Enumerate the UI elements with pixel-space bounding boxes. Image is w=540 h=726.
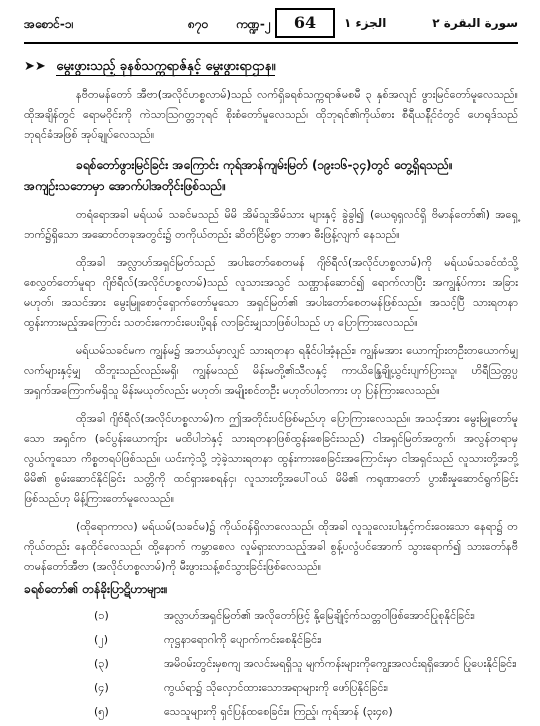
- heading-summary-line: အကျဉ်းသဘောမှာ အောက်ပါအတိုင်းဖြစ်သည်။: [24, 179, 226, 193]
- list-item-number: (၃): [94, 657, 109, 670]
- header-volume-label: အစောင်-၁၊: [24, 17, 74, 31]
- page-header: [24, 8, 518, 38]
- paragraph-mary-retreat: တရံရောအခါ မရ်ယမ် သခင်မသည် မိမိ အိမ်သူအိမ်သား များနှင့် ခွဲခွါ၍ (ယေရုရှလင်ရှိ ဗိမာန်တော်၏) အရှေ့ဘက်၌ရှိသော အဆောင်တခုအတွင်း၌ တကိုယ်တည်း ဆိတ်ငြိမ်စွာ ဘာဇာ ဓီးဖြန့်လျက် နေသည်။: [24, 208, 518, 241]
- paragraph-angel-message: ထိုအခါ အလ္လာဟ်အရှင်မြတ်သည် အပါးတော်စေတမန် ဂျိဗ်ရီလ်(အလိုင်ဟစ္စလာမ်)ကို မရ်ယမ်သခင်ထံသို့ စေလွှတ်တော်မူရာ ဂျိဗ်ရီလ်(အလိုင်ဟစ္စလာမ်)သည် လူသားအသွင် သဏ္ဌာန်ဆောင်၍ ရောက်လာပြီး အကျွန်ုပ်ကား အခြားမဟုတ်၊ အသင်အား မွေးမြူစောင့်ရှောက်တော်မူသော အရှင်မြတ်၏ အပါးတော်စေတမန်ဖြစ်သည်။ အသင့်ပြီ သားရတနာ ထွန်းကားမည့်အကြောင်း သတင်းကောင်းပေးပို့ရန် လာခြင်းမျှသာဖြစ်ပါသည် ဟု ပြောကြားလေသည်။: [24, 256, 518, 329]
- list-item-text: သေသူများကို ရှင်ပြန်ထစေခြင်း။ ကြည့်၊ ကုရ်အာန် (၃း၄၈): [164, 705, 393, 718]
- section-title-text: မွေးဖွားသည့် ခုနစ်သက္ကရာဇ်နှင့် မွေးဖွားရာဌာန။: [56, 59, 276, 74]
- page-number-box: 64: [275, 8, 335, 38]
- arrow-icon: ➤➤: [24, 59, 46, 74]
- list-item-text: အလ္လာဟ်အရှင်မြတ်၏ အလိုတော်ဖြင့် နို့မြေချိုင့်က်သတ္တဝါဖြစ်အောင်ပြုစုနိုင်ခြင်း၊: [164, 609, 475, 622]
- list-item-number: (၅): [94, 705, 109, 718]
- list-item-text: ကွယ်ရာ၌ သိုလှောင်ထားသောအရာများကို ဖော်ပြနိုင်ခြင်း၊: [164, 681, 388, 694]
- list-item-text: အမိဝမ်းတွင်းမှစကျ အလင်းမရရှိသူ မျက်ကန်းများကိုကျွေးအလင်းရရှိအောင် ပြုပေးနိုင်ခြင်း၊: [164, 657, 517, 670]
- list-item-number: (၁): [94, 609, 109, 622]
- header-juz-arabic: الجزء ١: [344, 16, 387, 30]
- list-item: [24, 654, 518, 678]
- paragraph-birth-event: (ထိုရောကာလ) မရ်ယမ်(သခင်မ)၌ ကိုယ်ဝန်ရှိလာလေသည်၊ ထိုအခါ လူသူလေးပါးနှင့်ကင်းဝေးသော နေရာ၌ တကိုယ်တည်း နေထိုင်လေသည်၊ ထို့နောက် ကမ္ဘာစေလ လူမ်ရှားလာသည့်အခါ စွန့်ပလွံပင်အောက် သွားရောက်၍ သားတော်နဗီတမန်တော်အီဗာ (အလိုင်ဟစ္စလာမ်)ကို မီးဖွားသန့်စင်သွားခြင်းဖြစ်လေသည်။: [24, 520, 518, 573]
- heading-miracles: ခရစ်တော်၏ တန်ခိုးပြာဋိဟာများ။: [24, 582, 168, 596]
- paragraph-angel-answer: ထိုအခါ ဂျိဗ်ရီလ်(အလိုင်ဟစ္စလာမ်)က ဤအတိုင်းပင်ဖြစ်မည်ဟု ပြောကြားလေသည်။ အသင့်အား မွေးမြူတော်မူသော အရှင်က (ခင်ပွန်းယောကျ်ား မထိပါဘဲနှင့် သားရတနာဖြစ်ထွန်းစေခြင်းသည်) ငါအရှင်မြတ်အတွက်၊ အလွန်တရာမှ လွယ်ကူသော ကိစ္စတရပ်ဖြစ်သည်။ ယင်းကဲ့သို့ ဘဲ့ခဲ့သားရတနာ ထွန်းကားစေခြင်းအကြောင်းမှာ ငါအရှင်သည် လူသားတို့အဘို့ မိမိ၏ စွမ်းဆောင်နိုင်ခြင်း သတ္တိကို ထင်ရှားစေရန်ငှ၊ လူသားတို့အပေါ်ဝယ် မိမိ၏ ကရုဏာတော် ပွားစီးမှုဆောင်ရွက်ခြင်း ဖြစ်သည်ဟု မိန့်ကြားတော်မူလေသည်။: [24, 412, 518, 505]
- paragraph-mary-reply: မရ်ယမ်သခင်မက ကျွန်မ၌ အဘယ်မှာလျှင် သားရတနာ ရနိုင်ပါအံ့နည်း၊ ကျွန်မအား ယောကျ်ားတဦးတယောက်မျှ လက်များနှင့်မျှ ထိဘူးသည်လည်းမရှိ၊ ကျွန်မသည် မိန်းမတို့၏သီလနှင့် ကာယိန္ဒြေချို့ယွင်းပျက်ပြားသူ၊ ဟိရီဩတ္တပ္ပ အရှက်အကြောက်မရှိသူ မိန်းမယုတ်လည်း မဟုတ်၊ အမျိုးစင်တဦး မဟုတ်ပါတကား ဟု ပြန်ကြားလေသည်။: [24, 344, 518, 397]
- heading-birth-in-quran: ခရစ်တော်ဖွားမြင်ခြင်း အကြောင်း ကုရ်အာန်ကျမ်းမြတ် (၁၉း၁၆-၃၄)တွင် တွေ့ရှိရသည်။: [76, 158, 453, 172]
- list-item: [24, 678, 518, 702]
- header-divider: [24, 42, 518, 44]
- header-juz-mm: ကဏ္ဍ-၂: [236, 17, 271, 31]
- list-item-number: (၄): [94, 681, 109, 694]
- header-page-number-mm: ၈၇၀: [188, 17, 209, 31]
- list-item: [24, 606, 518, 630]
- list-item: [24, 702, 518, 726]
- list-item-text: ကုဋ္ဌနာရောဂါကို ပျောက်ကင်းစေနိုင်ခြင်း၊: [164, 633, 322, 646]
- paragraph-birth-date: နဗီတမန်တော် အီဗာ(အလိုင်ဟစ္စလာမ်)သည် လက်ရှိခရစ်သက္ကရာဇ်မစမီ ၃ နှစ်အလျင် ဖွားမြင်တော်မူလေသည်။ ထိုအချိန်တွင် ရောမဝိုင်းကို ကဲသာသြဂတ္တဘုရင် စိုးစံတော်မူလေသည်၊ ထိုဘုရင်၏ကိုယ်စား စီရီယန်ိုင်ငံတွင် ဟေရုဒ်သည် ဘုရင်ခံအဖြစ် အုပ်ချုပ်လေသည်။: [24, 88, 518, 141]
- header-sura-arabic: سورة البقرة ٢: [432, 16, 518, 30]
- list-item: [24, 630, 518, 654]
- list-item-number: (၂): [94, 633, 108, 646]
- section-title: [24, 58, 518, 77]
- miracles-list: [24, 606, 518, 726]
